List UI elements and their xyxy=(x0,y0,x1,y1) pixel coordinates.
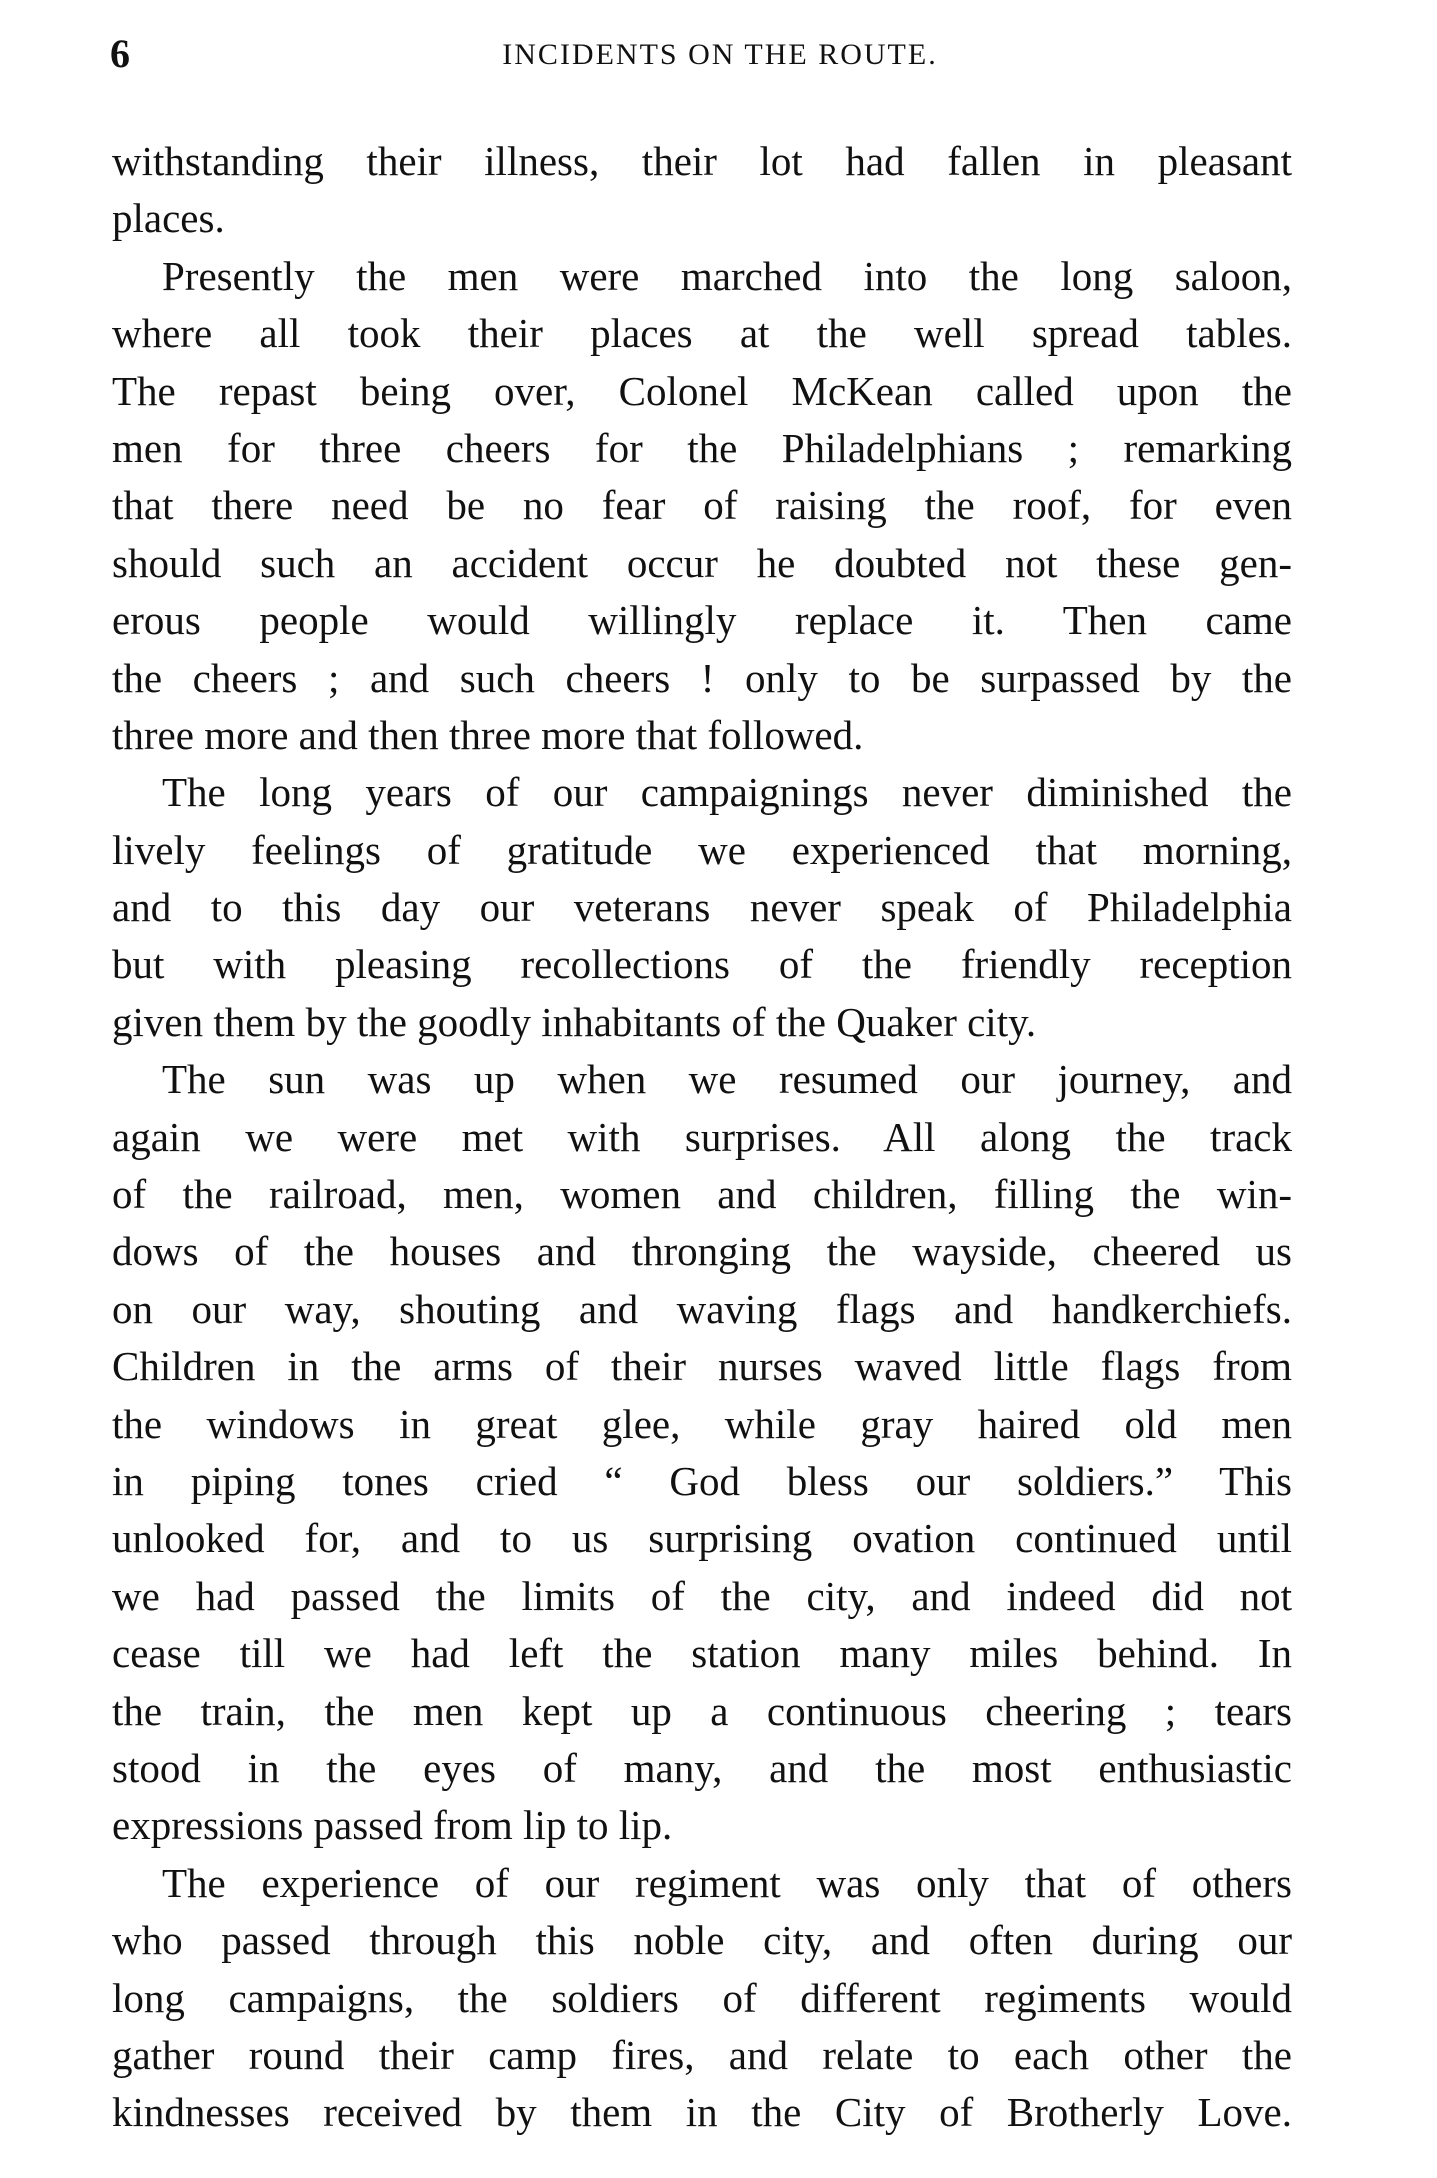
text-line: kindnesses received by them in the City of Brotherly Love. xyxy=(112,2089,1292,2136)
text-line: men for three cheers for the Philadelphians ; remarking xyxy=(112,424,1292,471)
text-line: long campaigns, the soldiers of different regiments would xyxy=(112,1974,1292,2021)
text-line: unlooked for, and to us surprising ovation continued until xyxy=(112,1515,1292,1562)
text-line: The repast being over, Colonel McKean called upon the xyxy=(112,367,1292,414)
text-line: places. xyxy=(112,195,225,242)
text-line: who passed through this noble city, and often during our xyxy=(112,1917,1292,1964)
running-head: INCIDENTS ON THE ROUTE. xyxy=(502,38,938,71)
text-line: again we were met with surprises. All along the track xyxy=(112,1113,1292,1160)
text-line: three more and then three more that followed. xyxy=(112,711,864,758)
text-line: Presently the men were marched into the long saloon, xyxy=(162,252,1292,299)
text-line: in piping tones cried “ God bless our soldiers.” This xyxy=(112,1457,1292,1504)
text-line: should such an accident occur he doubted not these gen- xyxy=(112,539,1292,586)
text-line: we had passed the limits of the city, and indeed did not xyxy=(112,1572,1292,1619)
text-line: expressions passed from lip to lip. xyxy=(112,1802,673,1849)
text-line: where all took their places at the well spread tables. xyxy=(112,310,1292,357)
text-line: of the railroad, men, women and children, filling the win- xyxy=(112,1171,1292,1218)
text-line: Children in the arms of their nurses waved little flags from xyxy=(112,1343,1292,1390)
text-line: the train, the men kept up a continuous cheering ; tears xyxy=(112,1687,1292,1734)
text-line: that there need be no fear of raising the roof, for even xyxy=(112,482,1292,529)
text-line: gather round their camp fires, and relate to each other the xyxy=(112,2031,1292,2078)
text-line: withstanding their illness, their lot had fallen in pleasant xyxy=(112,138,1292,184)
text-line: stood in the eyes of many, and the most enthusiastic xyxy=(112,1744,1292,1791)
text-line: The long years of our campaignings never diminished the xyxy=(162,769,1292,816)
text-line: the cheers ; and such cheers ! only to be surpassed by the xyxy=(112,654,1292,701)
page-number: 6 xyxy=(110,31,130,76)
text-line: but with pleasing recollections of the friendly reception xyxy=(112,941,1292,988)
body-text xyxy=(112,133,1292,2142)
text-line: on our way, shouting and waving flags and handkerchiefs. xyxy=(112,1285,1292,1332)
text-line: erous people would willingly replace it. Then came xyxy=(112,597,1292,644)
text-line: dows of the houses and thronging the wayside, cheered us xyxy=(112,1228,1292,1275)
text-line: cease till we had left the station many miles behind. In xyxy=(112,1630,1292,1677)
text-line: the windows in great glee, while gray haired old men xyxy=(112,1400,1292,1447)
text-line: The sun was up when we resumed our journey, and xyxy=(162,1056,1292,1103)
text-line: and to this day our veterans never speak of Philadelphia xyxy=(112,884,1292,931)
text-line: lively feelings of gratitude we experienced that morning, xyxy=(112,826,1292,873)
text-line: given them by the goodly inhabitants of the Quaker city. xyxy=(112,998,1037,1045)
text-line: The experience of our regiment was only that of others xyxy=(162,1859,1292,1906)
